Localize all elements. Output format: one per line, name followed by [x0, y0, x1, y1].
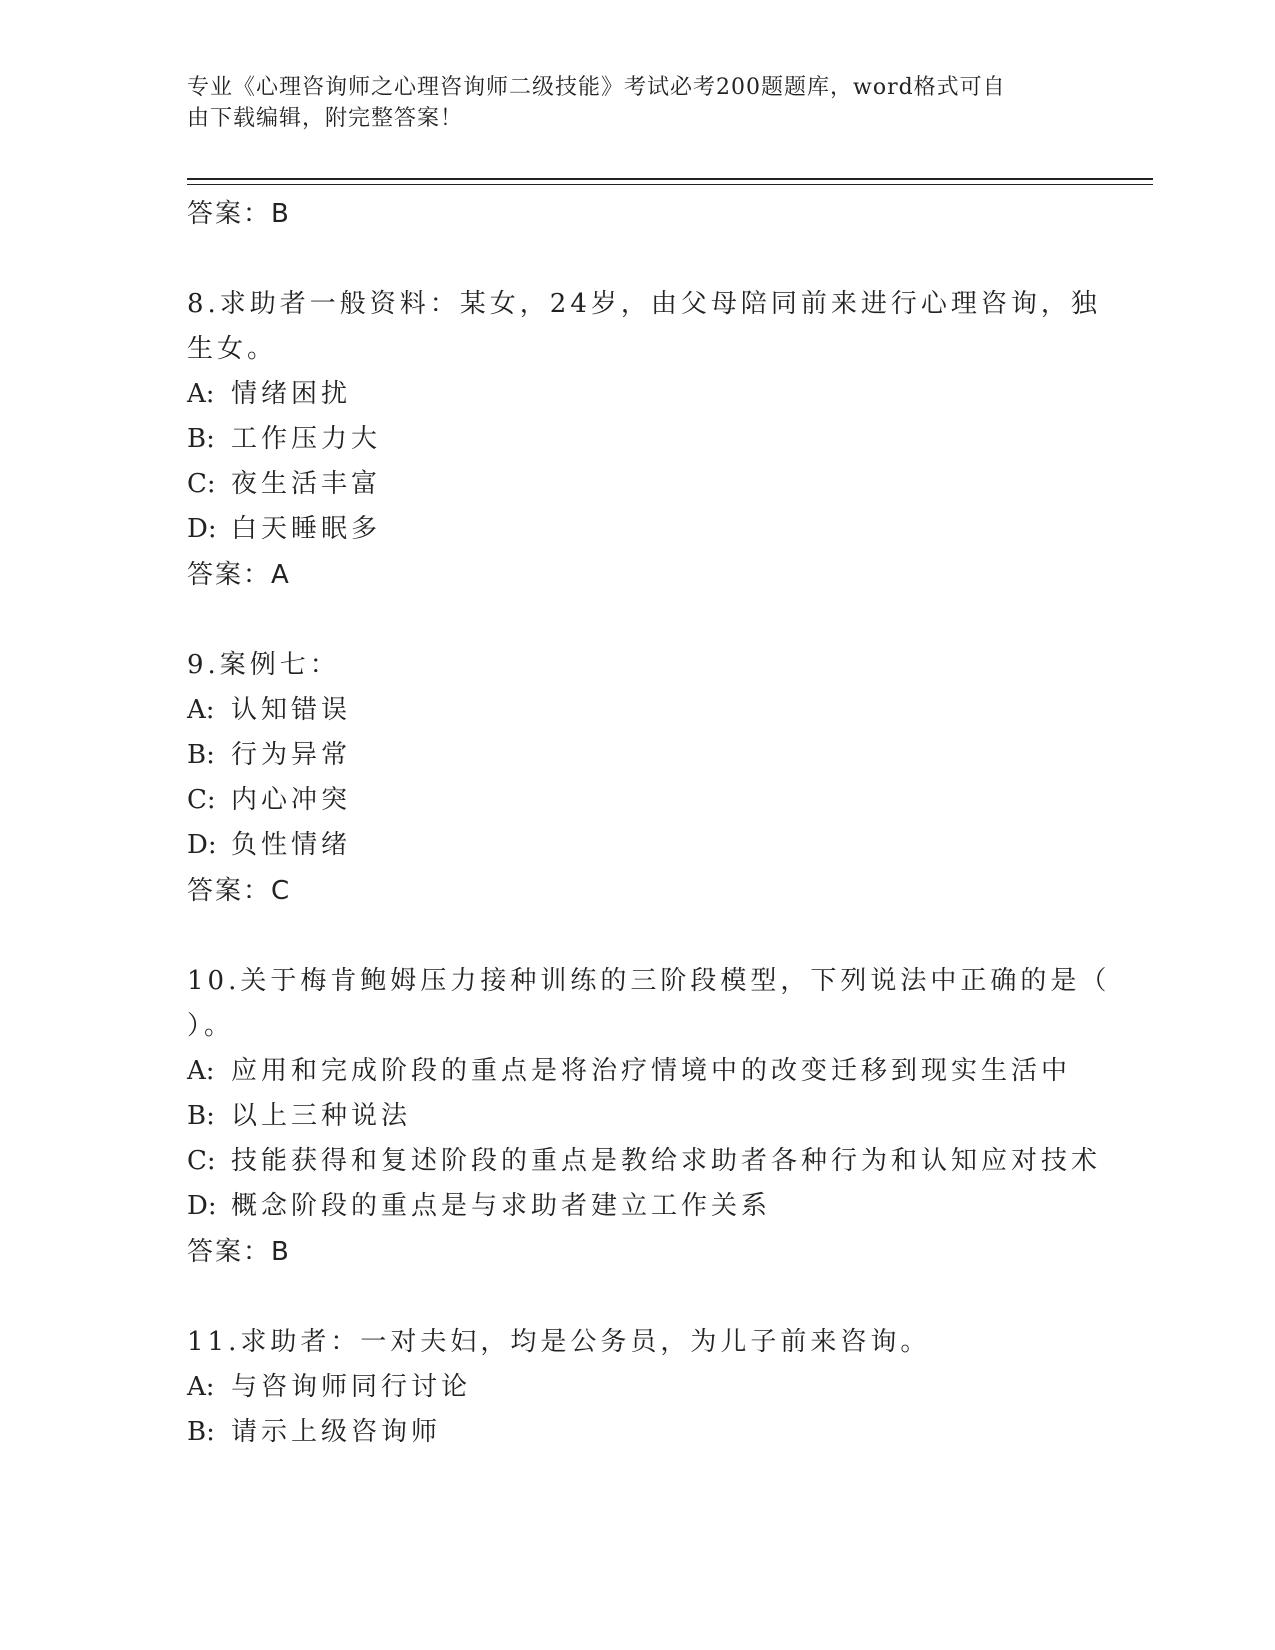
- question-block: [187, 643, 1087, 914]
- option-text: 内心冲突: [231, 785, 352, 815]
- header-rule-thin: [187, 184, 1153, 185]
- option-row: [187, 1049, 1087, 1094]
- option-label: B:: [187, 1417, 215, 1447]
- answer-line: 答案：C: [187, 876, 292, 906]
- question-stem-line: 11.求助者：一对夫妇，均是公务员，为儿子前来咨询。: [187, 1327, 931, 1357]
- option-row: [187, 1184, 1087, 1229]
- question-block: [187, 959, 1111, 1275]
- option-row: [187, 778, 1087, 823]
- option-text: 负性情绪: [231, 830, 352, 860]
- option-text: 夜生活丰富: [231, 469, 382, 499]
- header-line-2: 由下载编辑，附完整答案！: [187, 106, 464, 131]
- option-text: 与咨询师同行讨论: [231, 1372, 472, 1402]
- option-text: 工作压力大: [231, 424, 382, 454]
- option-label: D:: [187, 830, 217, 860]
- option-label: B:: [187, 1101, 215, 1131]
- option-text: 请示上级咨询师: [231, 1417, 442, 1447]
- question-spacer: [187, 598, 1087, 643]
- option-label: C:: [187, 469, 216, 499]
- option-label: D:: [187, 514, 217, 544]
- option-label: C:: [187, 785, 216, 815]
- option-row: [187, 462, 1087, 507]
- option-row: [187, 823, 1087, 868]
- question-block: [187, 1320, 1087, 1455]
- previous-answer: 答案：B: [187, 199, 291, 229]
- option-row: [187, 688, 1087, 733]
- answer-line: 答案：A: [187, 560, 291, 590]
- option-row: [187, 1365, 1087, 1410]
- option-text: 概念阶段的重点是与求助者建立工作关系: [231, 1191, 772, 1221]
- option-row: [187, 1094, 1087, 1139]
- option-label: D:: [187, 1191, 217, 1221]
- question-list: [187, 191, 1111, 1455]
- header-rule-thick: [187, 178, 1153, 180]
- option-row: [187, 1139, 1102, 1184]
- option-label: C:: [187, 1146, 216, 1176]
- question-stem-line: 9.案例七：: [187, 650, 340, 680]
- question-block: [187, 282, 1101, 598]
- option-text: 行为异常: [231, 740, 352, 770]
- question-stem-line: 8.求助者一般资料：某女，24岁，由父母陪同前来进行心理咨询，独: [187, 289, 1101, 319]
- option-row: [187, 372, 1087, 417]
- option-text: 应用和完成阶段的重点是将治疗情境中的改变迁移到现实生活中: [231, 1056, 1072, 1086]
- option-label: A:: [187, 1372, 215, 1402]
- option-label: A:: [187, 379, 215, 409]
- option-row: [187, 1410, 1087, 1455]
- option-label: A:: [187, 695, 215, 725]
- option-text: 情绪困扰: [231, 379, 352, 409]
- answer-line: 答案：B: [187, 1237, 291, 1267]
- option-label: B:: [187, 424, 215, 454]
- option-label: B:: [187, 740, 215, 770]
- document-header: [187, 72, 1067, 134]
- question-container: [187, 237, 1111, 1455]
- question-stem-line: ）。: [187, 1011, 235, 1041]
- question-spacer: [187, 914, 1087, 959]
- option-text: 认知错误: [231, 695, 352, 725]
- question-stem-line: 10.关于梅肯鲍姆压力接种训练的三阶段模型，下列说法中正确的是（: [187, 966, 1111, 996]
- option-row: [187, 507, 1087, 552]
- question-spacer: [187, 1275, 1087, 1320]
- option-text: 以上三种说法: [231, 1101, 412, 1131]
- option-row: [187, 417, 1087, 462]
- option-row: [187, 733, 1087, 778]
- question-spacer: [187, 237, 1087, 282]
- option-text: 白天睡眠多: [231, 514, 382, 544]
- question-stem-line: 生女。: [187, 334, 278, 364]
- header-line-1: 专业《心理咨询师之心理咨询师二级技能》考试必考200题题库，word格式可自: [187, 75, 1006, 100]
- option-label: A:: [187, 1056, 215, 1086]
- option-text: 技能获得和复述阶段的重点是教给求助者各种行为和认知应对技术: [231, 1146, 1102, 1176]
